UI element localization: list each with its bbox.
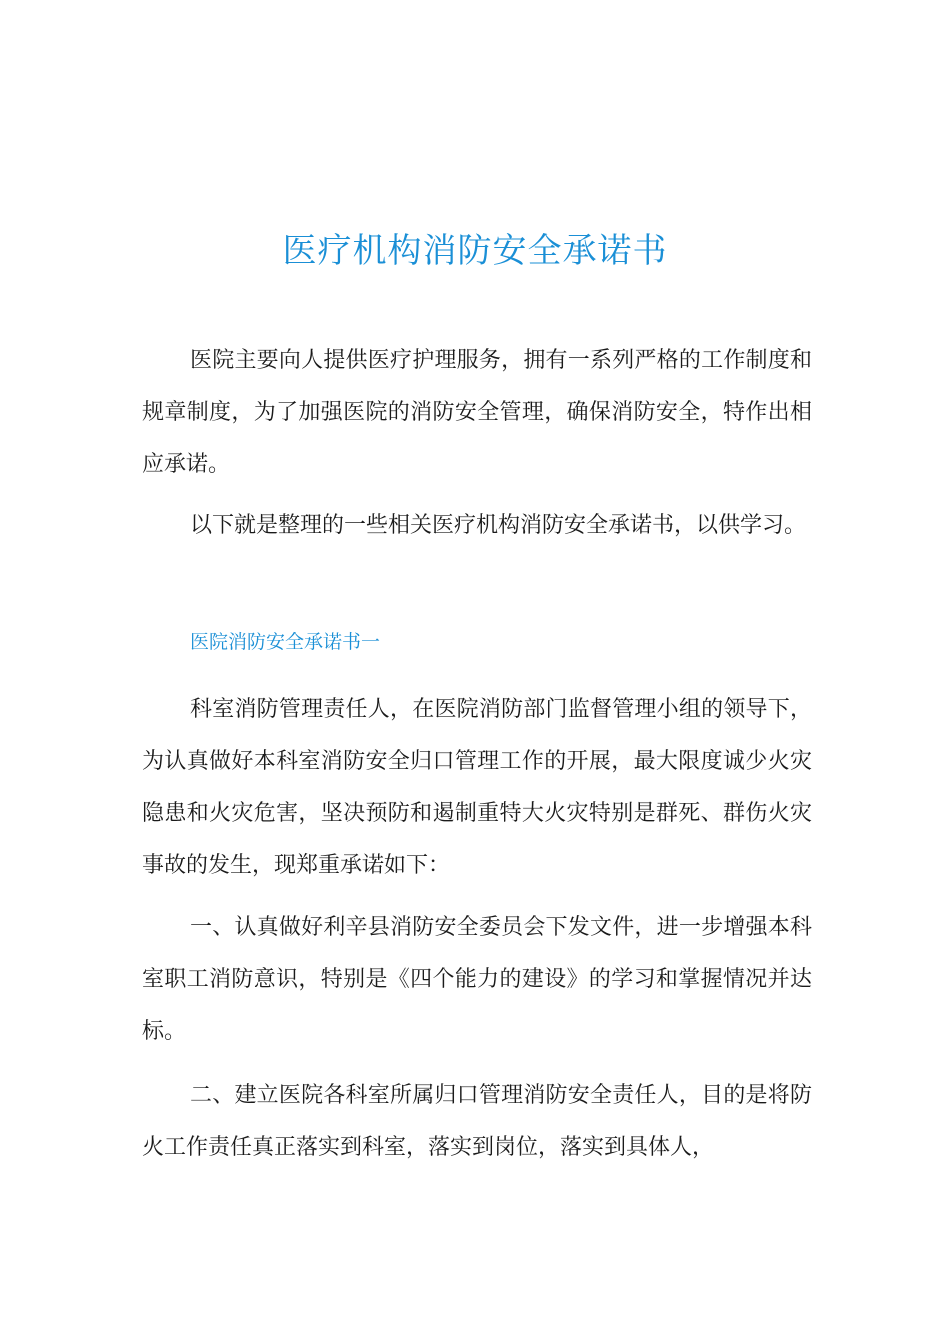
section-paragraph: 二、建立医院各科室所属归口管理消防安全责任人，目的是将防火工作责任真正落实到科室，落实到岗位，落实到具体人， — [142, 1083, 812, 1160]
intro-paragraph: 医院主要向人提供医疗护理服务，拥有一系列严格的工作制度和规章制度，为了加强医院的消防安全管理，确保消防安全，特作出相应承诺。 — [142, 348, 812, 477]
intro-paragraph: 以下就是整理的一些相关医疗机构消防安全承诺书，以供学习。 — [190, 513, 807, 538]
document-title: 医疗机构消防安全承诺书 — [282, 231, 668, 271]
section-paragraph: 科室消防管理责任人，在医院消防部门监督管理小组的领导下，为认真做好本科室消防安全归口管理工作的开展，最大限度诚少火灾隐患和火灾危害，坚决预防和遏制重特大火灾特别是群死、群伤火灾事故的发生，现郑重承诺如下： — [142, 697, 812, 878]
section-paragraph: 一、认真做好利辛县消防安全委员会下发文件，进一步增强本科室职工消防意识，特别是《四个能力的建设》的学习和掌握情况并达标。 — [142, 915, 812, 1044]
section-heading: 医院消防安全承诺书一 — [190, 631, 381, 653]
